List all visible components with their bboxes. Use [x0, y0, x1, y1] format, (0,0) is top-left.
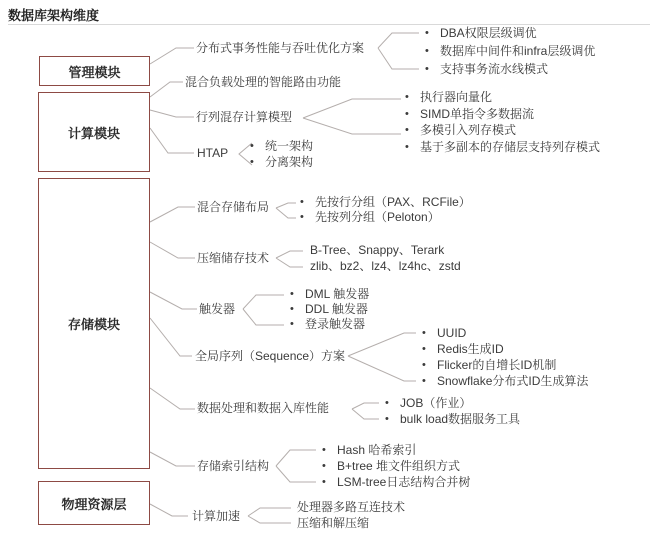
- branch-label-compute-acceleration: 计算加速: [192, 509, 241, 523]
- page-title: 数据库架构维度: [8, 8, 100, 23]
- leaf-text: LSM-tree日志结构合并树: [337, 475, 471, 489]
- bullet-icon: •: [425, 27, 429, 39]
- leaf-text: 基于多副本的存储层支持列存模式: [420, 139, 601, 154]
- list-item: [322, 474, 470, 490]
- list-item: [422, 341, 588, 357]
- bullet-icon: •: [385, 397, 389, 409]
- list-item: [250, 138, 313, 154]
- leaf-text: SIMD单指令多数据流: [420, 106, 535, 121]
- module-label: 存储模块: [67, 317, 120, 332]
- brace-line: [276, 203, 296, 208]
- bullet-icon: •: [300, 211, 304, 223]
- connector-line: [150, 318, 192, 356]
- bullet-icon: •: [290, 318, 294, 330]
- list-item: [422, 373, 588, 389]
- list-item: [385, 411, 520, 427]
- leaf-group-htap: [250, 138, 313, 170]
- branch-label-hybrid-storage-layout: 混合存储布局: [197, 200, 270, 214]
- bullet-icon: •: [250, 156, 254, 168]
- bullet-icon: •: [422, 375, 426, 387]
- leaf-text: Flicker的自增长ID机制: [437, 358, 557, 372]
- leaf-text: 统一架构: [265, 139, 314, 153]
- branch-label-row-column-hybrid-model: 行列混存计算模型: [196, 110, 293, 124]
- list-item: [405, 89, 600, 106]
- leaf-text: 压缩和解压缩: [297, 515, 370, 530]
- connector-line: [150, 128, 194, 153]
- connector-line: [150, 207, 195, 222]
- bullet-icon: •: [422, 343, 426, 355]
- brace-line: [248, 516, 291, 523]
- leaf-text: DDL 触发器: [305, 302, 368, 316]
- leaf-text: bulk load数据服务工具: [400, 412, 521, 426]
- bullet-icon: •: [290, 303, 294, 315]
- module-box-storage: [38, 178, 150, 469]
- list-item: [290, 287, 369, 302]
- branch-label-hybrid-workload-routing: 混合负载处理的智能路由功能: [185, 75, 342, 89]
- list-item: [300, 210, 471, 225]
- branch-label-htap: HTAP: [197, 146, 229, 160]
- leaf-text: 登录触发器: [305, 317, 366, 331]
- brace-line: [243, 295, 284, 309]
- branch-label-global-sequence-plan: 全局序列（Sequence）方案: [195, 349, 346, 363]
- branch-label-compression-storage-tech: 压缩储存技术: [197, 251, 270, 265]
- bullet-icon: •: [322, 444, 326, 456]
- leaf-group-data-ingest: [385, 395, 520, 427]
- list-item: [250, 154, 313, 170]
- bullet-icon: •: [405, 107, 409, 120]
- connector-line: [150, 292, 197, 309]
- list-item: [425, 42, 595, 60]
- list-item: [405, 106, 600, 123]
- list-item: [385, 395, 520, 411]
- leaf-text: UUID: [437, 326, 467, 340]
- list-item: [322, 442, 470, 458]
- bullet-icon: •: [425, 63, 429, 75]
- leaf-text: 执行器向量化: [420, 90, 493, 104]
- connector-line: [150, 388, 195, 409]
- bullet-icon: •: [405, 140, 409, 153]
- list-item: [297, 516, 405, 532]
- leaf-text: 先按行分组（PAX、RCFile）: [315, 195, 471, 209]
- module-box-physical-resource: [38, 481, 150, 525]
- leaf-text: 多模引入列存模式: [420, 123, 517, 137]
- leaf-group-row-column-model: [405, 89, 600, 155]
- leaf-text: Redis生成ID: [437, 342, 504, 356]
- brace-line: [243, 309, 284, 325]
- leaf-group-compute-acceleration: [297, 500, 405, 531]
- connector-line: [150, 504, 188, 516]
- brace-line: [276, 450, 316, 466]
- list-item: [310, 243, 461, 259]
- brace-line: [248, 508, 291, 516]
- bullet-icon: •: [422, 327, 426, 339]
- list-item: [425, 60, 595, 78]
- branch-label-data-ingest-performance: 数据处理和数据入库性能: [197, 401, 330, 415]
- brace-line: [303, 118, 401, 134]
- leaf-group-distributed-txn: [425, 24, 595, 78]
- module-box-compute: [38, 92, 150, 172]
- list-item: [297, 500, 405, 516]
- brace-line: [378, 48, 419, 69]
- leaf-text: 数据库中间件和infra层级调优: [440, 44, 596, 58]
- bullet-icon: •: [250, 140, 254, 152]
- bullet-icon: •: [290, 288, 294, 300]
- connector-line: [150, 242, 195, 258]
- connector-line: [150, 452, 195, 466]
- bullet-icon: •: [405, 91, 409, 103]
- brace-line: [348, 356, 416, 381]
- leaf-text: 分离架构: [265, 155, 314, 169]
- leaf-group-global-sequence: [422, 325, 588, 389]
- brace-line: [303, 99, 401, 118]
- leaf-text: B+tree 堆文件组织方式: [337, 459, 461, 473]
- list-item: [405, 122, 600, 139]
- module-label: 管理模块: [68, 64, 121, 80]
- leaf-group-index-structure: [322, 442, 470, 490]
- connector-line: [150, 110, 194, 117]
- module-box-management: [39, 56, 150, 86]
- branch-label-triggers: 触发器: [199, 302, 236, 316]
- module-label: 计算模块: [67, 125, 120, 141]
- brace-line: [276, 258, 303, 267]
- branch-label-distributed-txn-plan: 分布式事务性能与吞吐优化方案: [196, 41, 365, 55]
- list-item: [422, 325, 588, 341]
- leaf-text: zlib、bz2、lz4、lz4hc、zstd: [310, 258, 461, 273]
- leaf-text: 支持事务流水线模式: [440, 62, 549, 76]
- list-item: [425, 24, 595, 42]
- branch-label-storage-index-structure: 存储索引结构: [197, 459, 270, 473]
- leaf-text: DML 触发器: [305, 287, 370, 301]
- bullet-icon: •: [405, 124, 409, 136]
- brace-line: [348, 333, 416, 356]
- leaf-text: B-Tree、Snappy、Terark: [310, 243, 445, 257]
- leaf-text: Snowflake分布式ID生成算法: [437, 374, 589, 388]
- leaf-text: 处理器多路互连技术: [297, 500, 406, 514]
- brace-line: [276, 251, 303, 258]
- list-item: [322, 458, 470, 474]
- leaf-text: 先按列分组（Peloton）: [315, 210, 440, 224]
- bullet-icon: •: [300, 196, 304, 208]
- brace-line: [352, 409, 379, 419]
- brace-line: [276, 208, 296, 218]
- brace-line: [378, 33, 419, 48]
- list-item: [310, 259, 461, 275]
- bullet-icon: •: [425, 45, 429, 57]
- leaf-text: DBA权限层级调优: [440, 26, 537, 40]
- brace-line: [352, 403, 379, 409]
- bullet-icon: •: [322, 476, 326, 488]
- list-item: [290, 317, 369, 332]
- bullet-icon: •: [422, 359, 426, 371]
- brace-line: [276, 466, 316, 482]
- connector-line: [150, 48, 194, 64]
- list-item: [300, 195, 471, 210]
- list-item: [290, 302, 369, 317]
- leaf-group-compression-tech: [310, 243, 461, 274]
- module-label: 物理资源层: [61, 496, 127, 512]
- connector-line: [150, 82, 183, 97]
- leaf-group-triggers: [290, 287, 369, 332]
- leaf-text: Hash 哈希索引: [337, 443, 417, 457]
- list-item: [405, 139, 600, 156]
- leaf-group-storage-layout: [300, 195, 471, 225]
- list-item: [422, 357, 588, 373]
- leaf-text: JOB（作业）: [400, 396, 472, 410]
- bullet-icon: •: [322, 460, 326, 472]
- bullet-icon: •: [385, 413, 389, 425]
